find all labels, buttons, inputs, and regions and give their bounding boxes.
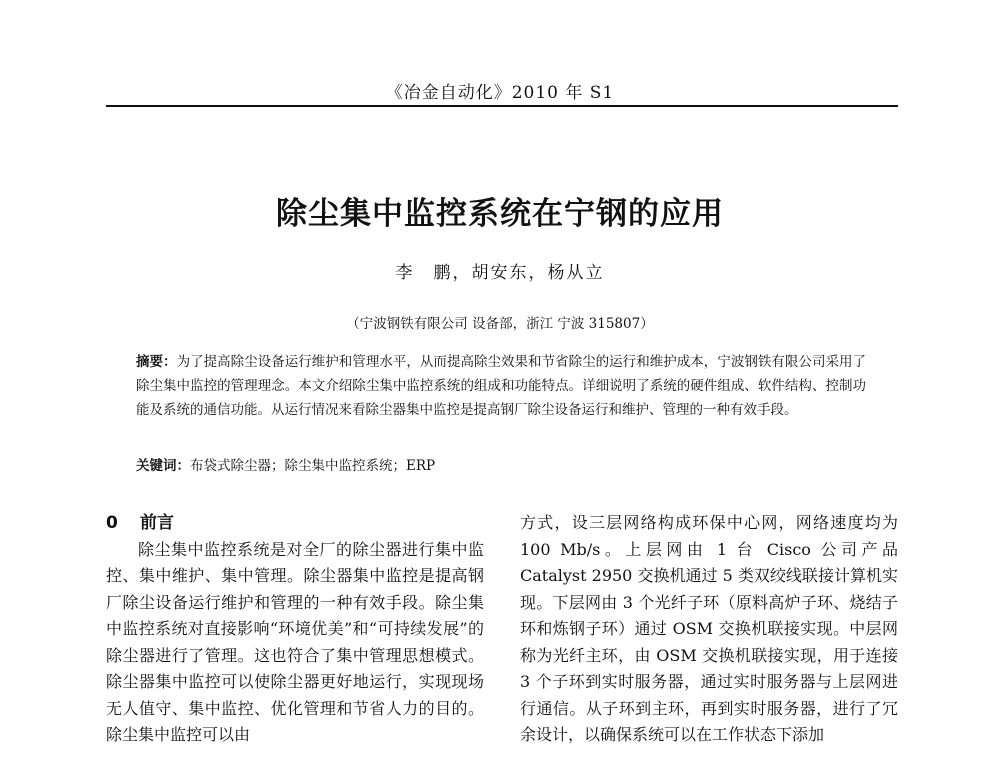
body-paragraph-continued: 方式，设三层网络构成环保中心网，网络速度均为 100 Mb/s。上层网由 1 台 Cisco 公司产品 Catalyst 2950 交换机通过 5 类双绞线联接计算机实现。下层网由 3 个光纤子环（原料高炉子环、烧结子环和炼钢子环）通过 OSM 交换机联接实现。中层网称为光纤主环，由 OSM 交换机联接实现，用于连接 3 个子环到实时服务器，通过实时服务器与上层网进行通信。从子环到主环，再到实时服务器，进行了冗余设计，以确保系统可以在工作状态下添加: [520, 513, 898, 744]
section-title: 前言: [140, 513, 174, 533]
abstract-label: 摘要：: [136, 354, 177, 370]
keywords-text: 布袋式除尘器；除尘集中监控系统；ERP: [190, 458, 436, 474]
article-title: 除尘集中监控系统在宁钢的应用: [276, 196, 724, 232]
author-list: 李 鹏，胡安东，杨从立: [395, 263, 605, 283]
section-number: 0: [106, 513, 118, 533]
right-column: [520, 510, 898, 749]
keywords-label: 关键词：: [136, 458, 190, 474]
body-paragraph: 除尘集中监控系统是对全厂的除尘器进行集中监控、集中维护、集中管理。除尘器集中监控是提高钢厂除尘设备运行维护和管理的一种有效手段。除尘集中监控系统对直接影响“环境优美”和“可持续发展”的除尘器进行了管理。这也符合了集中管理思想模式。除尘器集中监控可以使除尘器更好地运行，实现现场无人值守、集中监控、优化管理和节省人力的目的。除尘集中监控可以由: [106, 539, 484, 744]
affiliation: （宁波钢铁有限公司 设备部，浙江 宁波 315807）: [346, 316, 654, 332]
abstract-text: 为了提高除尘设备运行维护和管理水平，从而提高除尘效果和节省除尘的运行和维护成本，宁波钢铁有限公司采用了除尘集中监控的管理理念。本文介绍除尘集中监控系统的组成和功能特点。详细说明了系统的硬件组成、软件结构、控制功能及系统的通信功能。从运行情况来看除尘器集中监控是提高钢厂除尘设备运行和维护、管理的一种有效手段。: [136, 354, 867, 418]
left-column: [106, 510, 484, 749]
abstract: [136, 350, 866, 422]
journal-header: 《冶金自动化》2010 年 S1: [385, 83, 615, 103]
keywords: [136, 454, 866, 478]
section-heading: [106, 510, 484, 537]
header-rule: [106, 105, 898, 107]
